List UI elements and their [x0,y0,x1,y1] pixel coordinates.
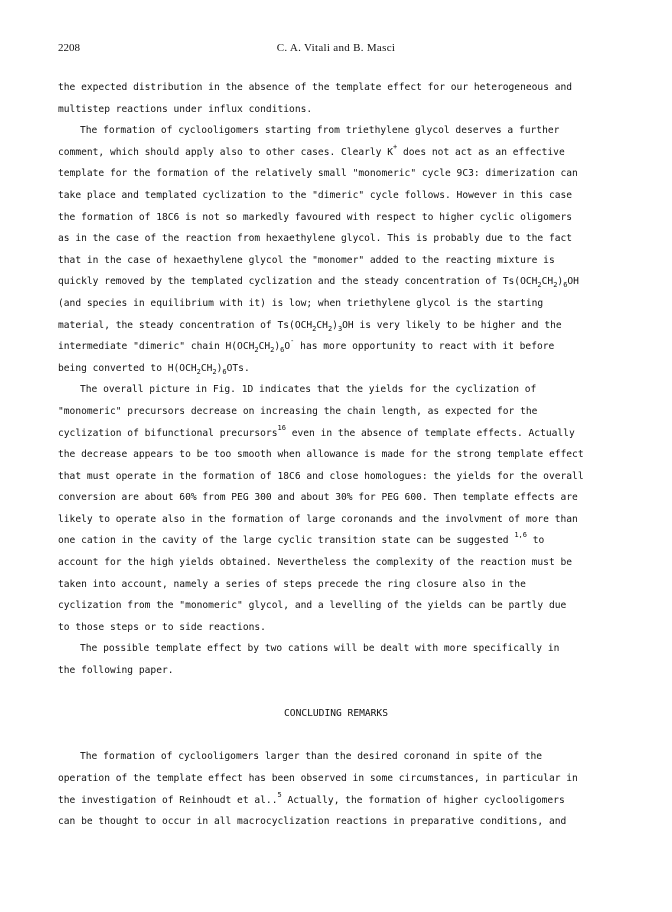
text-run: conversion are about 60% from PEG 300 and about 30% for PEG 600. Then template effects are [58,492,578,504]
subscript: 6 [563,281,568,290]
text-run: CH [541,276,554,288]
text-line [58,99,614,121]
text-line [58,423,614,445]
text-run: ) [557,276,564,288]
superscript: + [393,142,398,151]
superscript: - [290,337,295,346]
subscript: 6 [280,346,285,355]
text-line [58,768,614,790]
running-title: C. A. Vitali and B. Masci [276,42,396,54]
text-line [58,509,614,531]
subscript: 2 [270,346,275,355]
text-run: operation of the template effect has been observed in some circumstances, in particular in [58,773,578,784]
text-line [58,142,614,164]
text-run: Actually, the formation of higher cyclooligomers [281,794,565,806]
text-run: the decrease appears to be too smooth when allowance is made for the strong template effect [58,449,584,461]
text-line [58,315,614,337]
text-line [58,466,614,488]
text-run: ) [274,341,281,353]
text-run: being converted to H(OCH [58,362,197,374]
article-body [58,77,614,833]
paragraph-gap [58,725,614,747]
text-run: that in the case of hexaethylene glycol the "monomer" added to the reacting mixture is [58,254,555,266]
subscript: 2 [254,346,259,355]
text-line [58,595,614,617]
text-run: the formation of 18C6 is not so markedly favoured with respect to higher cyclic oligomers [58,211,573,223]
page-header [58,42,614,58]
text-line [58,790,614,812]
text-line [58,401,614,423]
text-run: OH [567,276,579,288]
text-line [58,120,614,142]
text-run: account for the high yields obtained. Nevertheless the complexity of the reaction must be [58,557,573,569]
section-heading [58,703,614,725]
superscript: 16 [277,423,286,432]
text-line [58,530,614,552]
text-line [58,638,614,660]
text-line [58,444,614,466]
text-run: even in the absence of template effects. Actually [285,427,575,439]
text-line [58,617,614,639]
text-line [58,811,614,833]
text-line [58,552,614,574]
text-run: CH [200,362,213,374]
text-run: The formation of cyclooligomers starting from triethylene glycol deserves a further [80,125,560,137]
text-run: as in the case of the reaction from hexaethylene glycol. This is probably due to the fact [58,233,573,245]
text-run: the following paper. [58,665,174,677]
text-line [58,379,614,401]
text-run: take place and templated cyclization to the "dimeric" cycle follows. However in this case [58,189,573,201]
text-line [58,271,614,293]
text-line [58,746,614,768]
superscript: 1,6 [514,531,527,540]
subscript: 2 [537,281,542,290]
text-run: the investigation of Reinhoudt et al.. [58,794,278,806]
subscript: 6 [222,367,227,376]
text-run: template for the formation of the relatively small "monomeric" cycle 9C3: dimerization can [58,168,578,180]
text-run: The overall picture in Fig. 1D indicates that the yields for the cyclization of [80,384,537,396]
text-line [58,228,614,250]
text-run: ) [332,319,338,331]
text-run: intermediate "dimeric" chain H(OCH [58,341,255,353]
text-line [58,336,614,358]
text-run: taken into account, namely a series of steps precede the ring closure also in the [58,578,526,590]
text-line [58,293,614,315]
text-run: comment, which should apply also to other cases. Clearly K [58,146,394,158]
subscript: 2 [327,324,333,333]
text-run: CH [316,319,328,331]
text-line [58,207,614,229]
text-run: cyclization of bifunctional precursors [58,427,278,439]
subscript: 2 [196,367,201,376]
text-run: "monomeric" precursors decrease on increasing the chain length, as expected for the [58,405,538,417]
text-run: OTs. [226,362,250,374]
text-run: quickly removed by the templated cyclization and the steady concentration of Ts(OCH [58,276,538,288]
text-run: the expected distribution in the absence of the template effect for our heterogeneous and [58,82,573,93]
text-line [58,574,614,596]
text-run: multistep reactions under influx conditions. [58,103,313,115]
text-run: OH is very likely to be higher and the [342,319,562,331]
text-run: The possible template effect by two cations will be dealt with more specifically in [80,643,560,655]
text-line [58,77,614,99]
text-run: likely to operate also in the formation of large coronands and the involvment of more than [58,513,578,525]
text-run: CONCLUDING REMARKS [284,708,388,720]
text-run: material, the steady concentration of Ts(OCH [58,319,313,331]
text-line [58,487,614,509]
text-run: CH [258,341,271,353]
subscript: 2 [312,324,317,333]
text-line [58,185,614,207]
text-run: cyclization from the "monomeric" glycol, and a levelling of the yields can be partly due [58,600,567,612]
page-number: 2208 [58,42,80,54]
text-run: has more opportunity to react with it before [294,341,555,353]
paragraph-gap [58,682,614,704]
text-line [58,163,614,185]
text-line [58,660,614,682]
text-run: O [284,341,291,353]
text-line [58,358,614,380]
text-run: one cation in the cavity of the large cyclic transition state can be suggested [58,535,515,547]
text-run: that must operate in the formation of 18C6 and close homologues: the yields for the overall [58,470,584,482]
superscript: 5 [277,790,282,799]
text-line [58,250,614,272]
text-run: to [526,535,545,547]
text-run: to those steps or to side reactions. [58,621,266,633]
subscript: 2 [553,281,558,290]
text-run: The formation of cyclooligomers larger than the desired coronand in spite of the [80,751,543,763]
subscript: 3 [337,324,343,333]
text-run: does not act as an effective [397,146,565,158]
text-run: (and species in equilibrium with it) is low; when triethylene glycol is the starting [58,297,544,309]
text-run: ) [216,362,223,374]
subscript: 2 [212,367,217,376]
text-run: can be thought to occur in all macrocyclization reactions in preparative conditions, and [58,816,567,828]
